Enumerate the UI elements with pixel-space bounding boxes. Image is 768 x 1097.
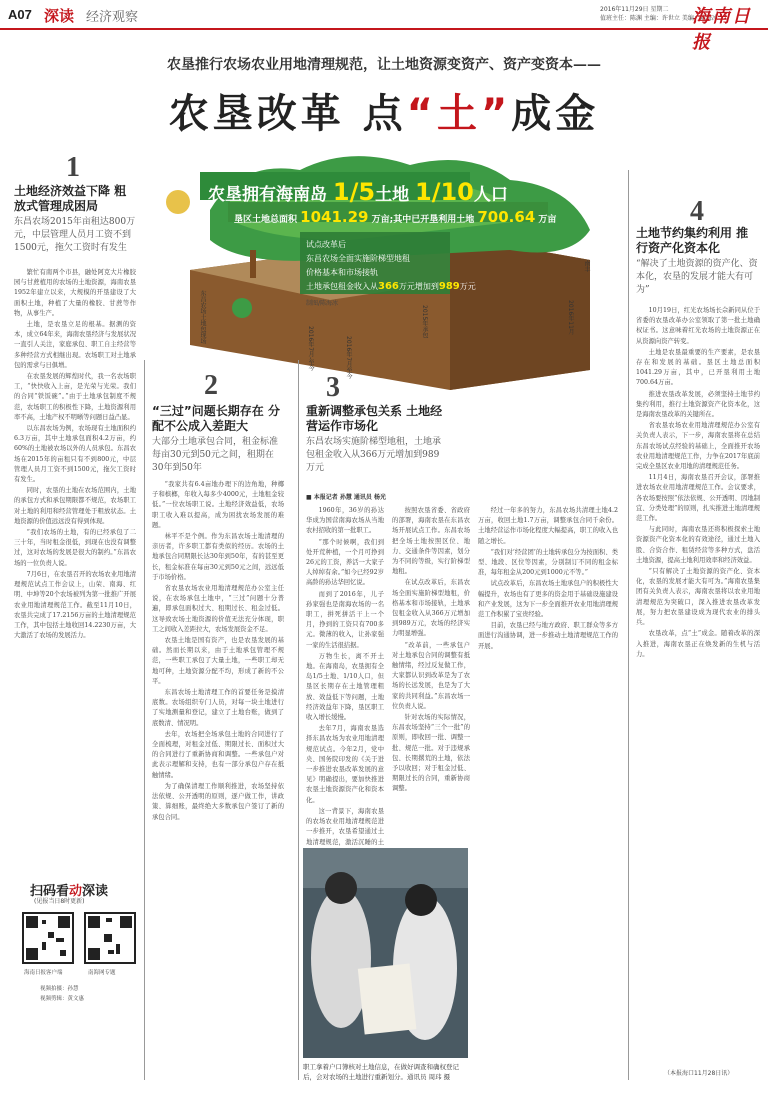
- infographic-list-item: 东昌农场全面实施阶梯型地租: [306, 254, 410, 263]
- qr-label-web: 南海网专题: [88, 970, 116, 976]
- paragraph: 土地，是农垦立足的根基。据测的资本，成立64年来，海南农垦经济与发展状况一直引人关注，家庭承包、职工自主经营等多种经营方式相继出现。农场职工对土地承包的需求与日俱增。: [14, 321, 136, 369]
- page-header: [0, 0, 768, 53]
- section-4-title: 土地节约集约利用 推行资产化资本化: [636, 226, 749, 255]
- section-3-title: 重新调整承包关系 土地经营运作市场化: [306, 404, 443, 433]
- paragraph: “我们对‘经营团’的土地转承包分为按面积、类型、地段、区位等因素，分别制订不同的租金标准，每年租金从200元到1000元不等。”: [478, 548, 618, 577]
- stat-text-e: 万亩: [538, 215, 557, 225]
- paragraph: 试点改革后，东昌农场土地承包户的积极性大幅提升，农场也有了更多的资金用于基础设施建设和产业发展，这为下一步全面推开农业用地清理规范工作积累了宝贵经验。: [478, 580, 618, 619]
- qr-code-app[interactable]: [22, 912, 74, 964]
- stat-developed-area: 700.64: [477, 208, 536, 226]
- paragraph: 去年7月，海南农垦选择东昌农场为农业用地清理规范试点。今年2月，党中央、国务院印发的《关于进一步推进农垦改革发展的意见》明确提出，要加快推进农垦土地资源资产化和资本化。: [306, 725, 384, 804]
- scan-subtitle: (见报当日8时更新): [34, 898, 85, 905]
- stat-text-c: 万亩;其中已开垦利用土地: [371, 215, 475, 225]
- paragraph: 为了确保清理工作顺利推进，农场坚持依法依规、公开透明的原则，逐户做工作，讲政策、算细账，最终绝大多数承包户签订了新的承包合同。: [152, 782, 284, 821]
- qr-code-icon: [24, 914, 72, 962]
- paragraph: “我们农场的土地，有的已经承包了二三十年，当时租金很低，到现在也没有调整过，这对农场的发展是很大的制约。”东昌农场的一位负责人说。: [14, 529, 136, 567]
- section-3-subtitle: 东昌农场实施阶梯型地租，土地承包租金收入从366万元增加到989万元: [306, 437, 442, 473]
- section-3-body-b-top: [392, 506, 470, 840]
- paragraph: 按照农垦省委、省政府的部署，海南农垦在东昌农场开展试点工作。东昌农场把全场土地按照区位、地力、交通条件等因素，划分为不同的等级，实行阶梯型地租。: [392, 507, 470, 576]
- paragraph: 与此同时，海南农垦还将积极探索土地资源资产化资本化的有效途径，通过土地入股、合资合作、租赁经营等多种方式，盘活土地资源，提高土地利用效率和经济效益。: [636, 526, 760, 564]
- infographic: [150, 140, 620, 390]
- section-3-body-c: [478, 506, 618, 1086]
- section-2-subtitle: 大部分土地承包合同，租金标准每亩30元到50元之间，租期在30年到50年: [152, 437, 279, 473]
- paragraph: 省农垦农场农业用地清理规范办公室主任说，在农场承包土地中，“三过”问题十分普遍，即承包面积过大、租期过长、租金过低。这导致农场土地资源的价值无法充分体现，职工之间收入差距拉大，农场发展资金不足。: [152, 585, 284, 633]
- video-credit: 视频剪辑：黄文惠: [40, 996, 85, 1002]
- infographic-credit: 制图/陈海冰: [306, 300, 339, 307]
- paragraph: 1960年，36岁的孙达华成为国营南海农场从当地农村招收的第一批职工。: [306, 507, 384, 535]
- paragraph: 11月4日，海南农垦召开会议，部署推进农场农业用地清理规范工作。会议要求，各农场要按照“依法依规、公开透明、因地制宜、分类处理”的原则，扎实推进土地清理规范工作。: [636, 474, 760, 523]
- cartoon-shovel-icon: [250, 250, 256, 278]
- stat-text-a: 垦区土地总面积: [234, 215, 298, 225]
- section-4-subtitle: “解决了土地资源的资产化、资本化，农垦的发展才能大有可为”: [636, 259, 758, 295]
- infographic-banner: [208, 178, 508, 206]
- paragraph: 万物生长，离不开土地。在海南岛，农垦拥有全岛1/5土地、1/10人口，但垦区长期存在土地管理粗放、效益低下等问题，土地经济效益年下降，垦区职工收入增长缓慢。: [306, 652, 384, 722]
- page-number: A07: [8, 7, 32, 22]
- paragraph: 经过一年多的努力，东昌农场共清理土地4.2万亩，收回土地1.7万亩，调整承包合同千余份。土地经营运作市场化程度大幅提高，职工的收入也随之增长。: [478, 507, 618, 545]
- graphic-label: 2016年7月-至今: [307, 326, 314, 372]
- rent-after: 989: [438, 281, 460, 292]
- paragraph: 以东昌农场为例，农场现有土地面积约6.3万亩，其中土地承包面积4.2万亩，约60%的土地被农场以外的人员承包。东昌农场在2015年的亩租只有不到800元，中层管理人员月工资不到1500元，拖欠工资时有发生。: [14, 425, 136, 484]
- paragraph: “我家共有6.4亩地办理下的边角地，种椰子和槟榔，年收入每多少4000元，土地租金较低。”一位农场职工说。土地经济效益低，农场职工收入难以提高，成为困扰农场发展的难题。: [152, 481, 284, 529]
- paragraph: 推进农垦改革发展，必须坚持土地节约集约利用，推行土地资源资产化资本化，这是海南农垦改革的关键所在。: [636, 390, 760, 419]
- paragraph: 在农垦发展的辉煌时代，我一名农场职工，“快快收入上亩，是光荣与光荣。我们的合同“铁饭碗”。”由于土地承包制度不规范，农场职工的积极性下降，土地资源利用率不高，土地产权不明晰等问题日益凸显。: [14, 373, 136, 421]
- infographic-list-item: 价格基本和市场接轨: [306, 268, 378, 277]
- section-2-number: 2: [204, 370, 218, 401]
- headline: [0, 82, 768, 139]
- banner-text-a: 农垦拥有海南岛: [208, 185, 327, 205]
- headline-kicker: 农垦推行农场农业用地清理规范，让土地资源变资产、资产变资本——: [167, 57, 601, 73]
- infographic-list-item: 试点改革后: [306, 240, 346, 249]
- section-name: 深读: [44, 7, 75, 25]
- section-1-subtitle: 东昌农场2015年亩租达800万元，中层管理人员月工资不到1500元，拖欠工资时有发生: [14, 217, 136, 253]
- paragraph: 7月6日，在农垦召开的农场农业用地清理规范试点工作会议上，山荣、南海、红明、中坤等20个农场被列为第一批推广开展农业用地清理规范工作。截至11月10日，农垦共完成了17.2156万亩的土地清理规范工作，其中包括土地收回14.2230万亩，大大激活了农场的发展活力。: [14, 570, 136, 640]
- infographic-list-item: [306, 280, 476, 294]
- paragraph: 土地是农垦最重要的生产要素，是农垦存在和发展的基础。垦区土地总面积1041.29万亩，其中，已开垦利用土地700.64万亩。: [636, 348, 760, 387]
- newspaper-logo: 海南日报: [692, 6, 752, 53]
- paragraph: 目前，农垦已经与地方政府、职工群众等多方面进行沟通协调，进一步推动土地清理规范工作的开展。: [478, 622, 618, 650]
- photo-caption: 职工拿着户口簿核对土地信息，在做好调查和确权登记后，会对农场的土地进行重新划分。通讯员 周玮 摄: [303, 1063, 459, 1081]
- infographic-stats: [234, 208, 556, 226]
- paragraph: 10月19日，红光农场场长佘新同从位于省委的农垦改革办公室领取了第一批土地确权证书。这意味着红光农场的土地资源正在从资源向资产转变。: [636, 307, 760, 345]
- cartoon-worker-icon: [166, 190, 190, 214]
- section-4-body: [636, 306, 760, 1086]
- cartoon-tree-icon: [232, 298, 252, 318]
- document: [358, 963, 417, 1034]
- editorial-staff: 值班主任：陈渊 主编：许世立 美编：陈海冰: [600, 15, 718, 22]
- paragraph: 东昌农场土地清理工作的首要任务是摸清底数。农场组织专门人员，对每一块土地进行了实地测量和登记，建立了土地台账，做到了底数清、情况明。: [152, 689, 284, 727]
- paragraph: 这一背景下，海南农垦的农场农业用地清理规范进一步推开，农垦希望通过土地清理规范，激活沉睡的土: [306, 807, 384, 846]
- rent-before: 366: [378, 281, 399, 292]
- paragraph: 在试点改革后，东昌农场全面实施阶梯型地租，价格基本和市场接轨，土地承包租金收入从366万元增加到989万元，农场的经济实力明显增强。: [392, 579, 470, 638]
- paragraph: 林平不是个例。作为东昌农场土地清理的亲历者，许多职工都有类似的经历。农场的土地承包合同期限长达30年到50年，有的甚至更长，租金标准在每亩30元到50元之间，远远低于市场价格。: [152, 533, 284, 581]
- graphic-label: 东昌农场土地包现场: [199, 290, 206, 344]
- paragraph: 农垦土地是国有资产，也是农垦发展的基础。然而长期以来，由于土地承包管理不规范，一些职工承包了大量土地，一些职工却无地可种，土地资源分配不均，形成了新的不公平。: [152, 637, 284, 685]
- qr-code-icon: [86, 914, 134, 962]
- paragraph: 针对农场的实际情况，东昌农场坚持“三个一批”的原则，即收回一批、调整一批、规范一批。对于违规承包、长期撂荒的土地，依法予以收回；对于租金过低、期限过长的合同，重新协商调整。: [392, 714, 470, 793]
- stat-total-area: 1041.29: [300, 208, 369, 226]
- section-1-body: [14, 268, 136, 868]
- paragraph: “只有解决了土地资源的资产化、资本化，农垦的发展才能大有可为。”海南农垦集团有关负责人表示，海南农垦将以农业用地清理规范为突破口，深入推进农垦改革发展，努力把农垦建设成为现代农业的排头兵。: [636, 568, 760, 627]
- column-divider: [628, 170, 629, 1080]
- section-4-number: 4: [690, 196, 704, 227]
- qr-code-web[interactable]: [84, 912, 136, 964]
- qr-label-app: 海南日报客户端: [24, 970, 63, 976]
- graphic-label: 南丰: [583, 260, 590, 272]
- section-1-number: 1: [66, 152, 80, 183]
- paragraph: “那个时候啊，我们到处开荒种植，一个月可挣到26元的工资，养活一大家子人绰绰有余。”如今已经92岁高龄的孙达华回忆说。: [306, 538, 384, 587]
- column-divider: [144, 360, 145, 1080]
- section-2-body: [152, 480, 284, 1080]
- graphic-label: 2016年7月至今: [345, 336, 352, 380]
- column-name: 经济观察: [86, 10, 139, 25]
- paragraph: 省农垦农场农业用地清理规范办公室有关负责人表示，下一步，海南农垦将在总结东昌农场试点经验的基础上，全面推开农场农业用地清理规范工作，力争在2017年底前完成全垦区农业用地的清理规范任务。: [636, 422, 760, 471]
- section-2-title: “三过”问题长期存在 分配不公成入差距大: [152, 404, 280, 433]
- paragraph: 而到了2016年，儿子孙家强也是南海农场的一名职工，拼死拼活干上一个月，挣到的工资只有700多元。微薄的收入，让孙家强一家的生活很拮据。: [306, 590, 384, 649]
- section-3-number: 3: [326, 372, 340, 403]
- news-photo: [303, 848, 468, 1058]
- banner-population-share: 1/10: [415, 178, 474, 206]
- headline-part-a: 农垦改革 点: [168, 91, 407, 137]
- column-divider: [298, 360, 299, 1080]
- banner-land-share: 1/5: [332, 178, 376, 206]
- headline-part-c: 成金: [511, 91, 600, 137]
- paragraph: 繁忙有南两个市县，融处阿克大片橡胶园与甘蔗植用的农场的土地资源，海南农垦1952年建立以来，大规模的开垦建设了大面积土地，种植了大量的橡胶、甘蔗等作物，从事生产。: [14, 269, 136, 317]
- section-1-title: 土地经济效益下降 粗放式管理成困局: [14, 184, 127, 213]
- headline-accent: “土”: [406, 91, 512, 137]
- paragraph: 去年，农场把全场承包土地的合同进行了全面梳理，对租金过低、期限过长、面积过大的合同进行了重新协商和调整。一些承包户对此表示理解和支持，也有一部分承包户存在抵触情绪。: [152, 730, 284, 779]
- graphic-label: 2015年承包: [421, 305, 428, 339]
- list-last-a: 土地承包租金收入从: [306, 282, 378, 291]
- section-3-body-a: [306, 506, 384, 846]
- byline: ■ 本报记者 孙慧 通讯员 杨光: [306, 494, 387, 501]
- scan-title-c: 深读: [82, 884, 109, 899]
- paragraph: “改革前，一些承包户对土地承包合同的调整有抵触情绪，经过反复做工作，大家都认识到改革是为了农场的长远发展，也是为了大家的共同利益。”东昌农场一位负责人说。: [392, 641, 470, 710]
- photo-illustration: [303, 848, 468, 1058]
- paragraph: 同时，农垦的土地在农场范围内，土地的承包方式和承包期限都不规范，农场职工对土地的利用和经营管理处于粗放状态。土地资源的价值远远没有得到体现。: [14, 487, 136, 525]
- person-left-head: [325, 872, 357, 904]
- issue-date: 2016年11月29日 星期二: [600, 6, 669, 13]
- banner-text-c: 土地: [375, 185, 410, 205]
- video-credit: 视频拍摄：孙慧: [40, 986, 79, 992]
- banner-text-e: 人口: [473, 185, 508, 205]
- scan-title-b: 动: [69, 884, 83, 899]
- person-right-head: [405, 884, 437, 916]
- dateline-note: （本报海口11月28日讯）: [664, 1070, 734, 1077]
- infographic-list: [306, 238, 476, 294]
- graphic-label: 2016年11月: [567, 300, 574, 335]
- scan-title-a: 扫码看: [30, 884, 70, 899]
- list-last-e: 万元: [459, 282, 476, 291]
- list-last-c: 万元增加到: [398, 282, 439, 291]
- paragraph: 农垦改革，点“土”成金。随着改革的深入推进，海南农垦正在焕发新的生机与活力。: [636, 630, 760, 658]
